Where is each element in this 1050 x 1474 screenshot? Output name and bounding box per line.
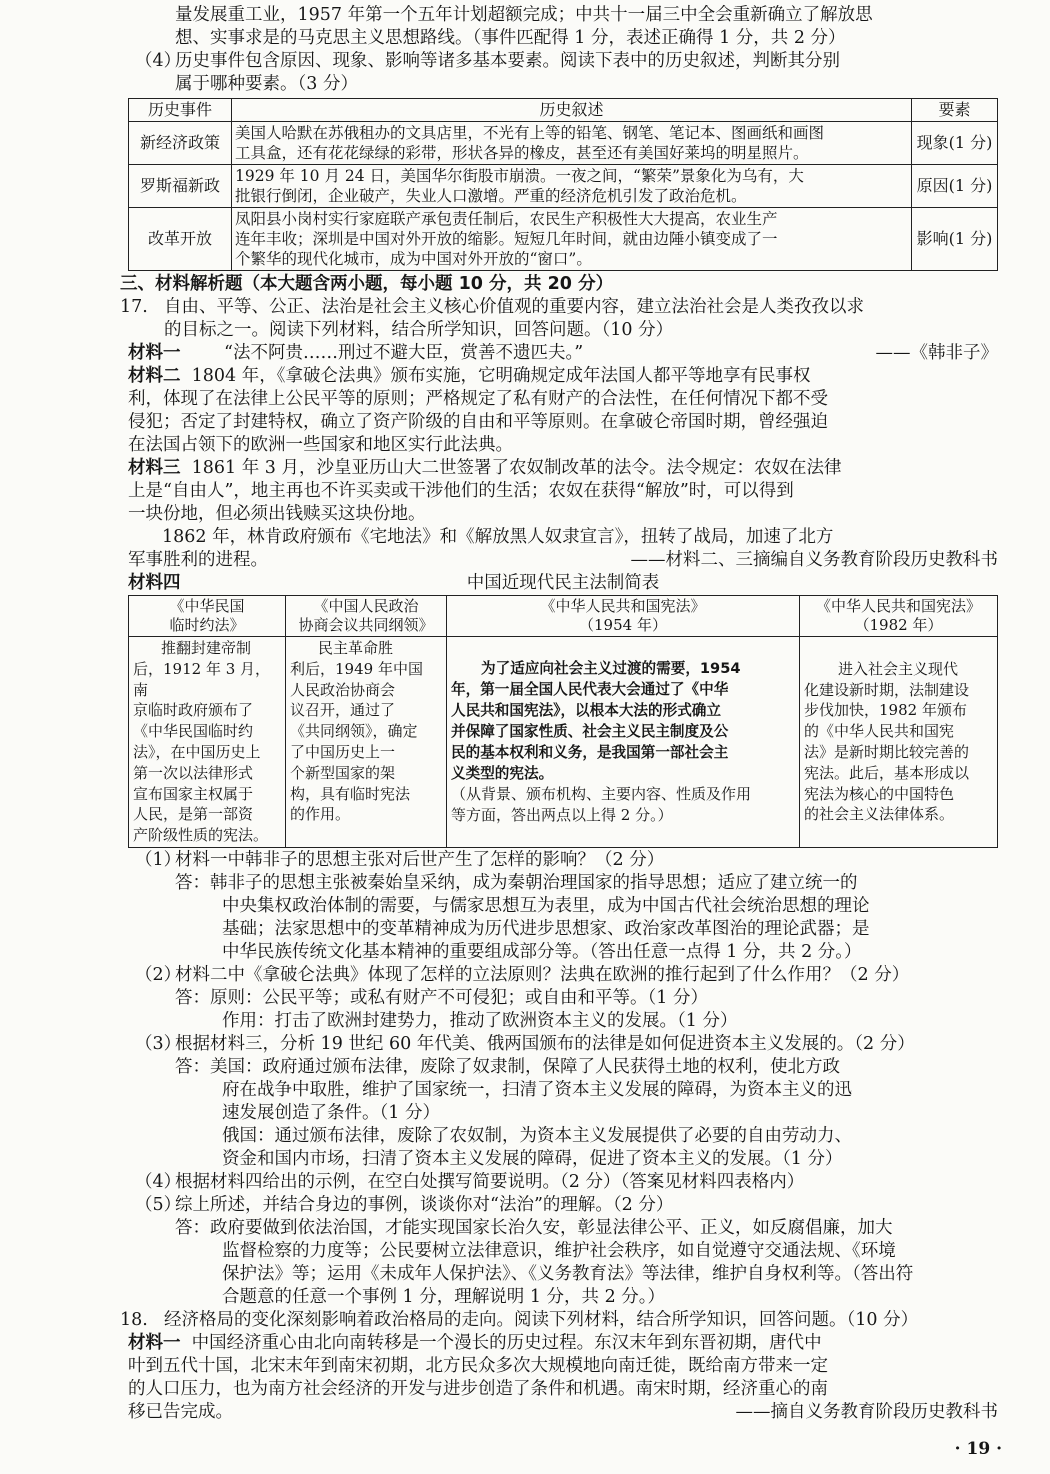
question-17 bbox=[120, 296, 998, 342]
question-number: （2） bbox=[135, 964, 182, 985]
header-line: （1982 年） bbox=[854, 616, 943, 634]
previous-answer bbox=[128, 4, 998, 50]
question-4 bbox=[128, 50, 998, 96]
table-header-row bbox=[129, 596, 998, 637]
sub-question-2 bbox=[128, 964, 998, 987]
question-number: （5） bbox=[135, 1194, 182, 1215]
answer-1 bbox=[128, 872, 998, 964]
text-line: 工具盒，还有花花绿绿的彩带，形状各异的橡皮，甚至还有美国好莱坞的明星照片。 bbox=[235, 144, 809, 162]
material-label: 材料二 bbox=[128, 366, 181, 386]
text-line: 叶到五代十国，北宋末年到南宋初期，北方民众多次大规模地向南迁徙，既给南方带来一定 bbox=[128, 1355, 828, 1376]
cell-line: 宪法为核心的中国特色 bbox=[804, 784, 955, 803]
cell-line: 人民政治协商会 bbox=[290, 680, 396, 699]
text-line: 俄国：通过颁布法律，废除了农奴制，为资本主义发展提供了必要的自由劳动力、 bbox=[222, 1125, 852, 1146]
text-line: 中央集权政治体制的需要，与儒家思想互为表里，成为中国古代社会统治思想的理论 bbox=[222, 895, 870, 916]
table-row bbox=[129, 637, 998, 848]
cell-line: 后，1912 年 3 月，南 bbox=[133, 659, 271, 699]
material-label: 材料四 bbox=[128, 573, 181, 593]
answer-2 bbox=[128, 987, 998, 1033]
cell-line: 步伐加快，1982 年颁布 bbox=[804, 701, 967, 720]
text-line: 答：政府要做到依法治国，才能实现国家长治久安，彰显法律公平、正义，如反腐倡廉，加大 bbox=[175, 1217, 893, 1238]
text-line: 侵犯；否定了封建特权，确立了资产阶级的自由和平等原则。在拿破仑帝国时期，曾经强迫 bbox=[128, 412, 828, 432]
question-number: （4） bbox=[135, 1171, 182, 1192]
answer-3 bbox=[128, 1056, 998, 1171]
question-text: 综上所述，并结合身边的事例，谈谈你对“法治”的理解。（2 分） bbox=[175, 1194, 674, 1215]
table-header bbox=[286, 596, 447, 637]
question-text: 根据材料四给出的示例，在空白处撰写简要说明。（2 分）（答案见材料四表格内） bbox=[175, 1171, 805, 1192]
question-number: （1） bbox=[135, 849, 182, 870]
cell-line: 年，第一届全国人民代表大会通过了《中华 bbox=[451, 681, 729, 699]
text-line: 1804 年，《拿破仑法典》颁布实施，它明确规定成年法国人都平等地享有民事权 bbox=[191, 366, 811, 386]
question-number: 18. bbox=[120, 1309, 148, 1330]
question-text: 根据材料三，分析 19 世纪 60 年代美、俄两国颁布的法律是如何促进资本主义发展的。（2 分） bbox=[175, 1033, 915, 1054]
sub-question-5 bbox=[128, 1194, 998, 1217]
text-line: 保护法》等；运用《未成年人保护法》、《义务教育法》等法律，维护自身权利等。（答出符 bbox=[222, 1263, 914, 1284]
text-line: 利，体现了在法律上公民平等的原则；严格规定了私有财产的合法性，在任何情况下都不受 bbox=[128, 389, 828, 409]
header-line: （1954 年） bbox=[579, 616, 667, 634]
sub-question-3 bbox=[128, 1033, 998, 1056]
question-number: （4） bbox=[135, 51, 182, 71]
material-3 bbox=[128, 457, 998, 572]
text-line: 属于哪种要素。（3 分） bbox=[175, 74, 358, 94]
narrative-cell bbox=[232, 122, 912, 165]
text-line: 一块份地，但必须出钱赎买这块份地。 bbox=[128, 504, 426, 524]
cell-line: 并保障了国家性质、社会主义民主制度及公 bbox=[451, 723, 729, 741]
text-line: 军事胜利的进程。 bbox=[128, 550, 268, 570]
narrative-cell bbox=[232, 165, 912, 208]
cell-line: 法》是新时期比较完善的 bbox=[804, 742, 970, 761]
provisional-constitution-cell bbox=[129, 637, 286, 848]
section-title: 三、材料解析题（本大题含两小题，每小题 10 分，共 20 分） bbox=[120, 274, 614, 294]
cell-line: 人民，是第一部资 bbox=[133, 805, 254, 824]
cell-line: 利后，1949 年中国 bbox=[290, 659, 423, 678]
cell-line: 义类型的宪法。 bbox=[451, 765, 554, 783]
table-header: 历史叙述 bbox=[232, 99, 912, 122]
cell-line: 民的基本权利和义务，是我国第一部社会主 bbox=[451, 744, 729, 762]
text-line: 1861 年 3 月，沙皇亚历山大二世签署了农奴制改革的法令。法令规定：农奴在法律 bbox=[191, 458, 842, 478]
question-number: （3） bbox=[135, 1033, 182, 1054]
constitution-1982-cell bbox=[800, 637, 998, 848]
cell-line: 了中国历史上一 bbox=[290, 742, 396, 761]
table-row bbox=[129, 208, 998, 271]
header-line: 《中国人民政治 bbox=[313, 597, 419, 615]
sub-question-4 bbox=[128, 1171, 998, 1194]
text-line: 速发展创造了条件。（1 分） bbox=[222, 1102, 440, 1123]
text-line: 监督检察的力度等；公民要树立法律意识，维护社会秩序，如自觉遵守交通法规、《环境 bbox=[222, 1240, 896, 1261]
text-line: 自由、平等、公正、法治是社会主义核心价值观的重要内容，建立法治社会是人类孜孜以求 bbox=[164, 297, 864, 317]
material-4-header bbox=[128, 572, 998, 595]
narrative-cell bbox=[232, 208, 912, 271]
text-line: 凤阳县小岗村实行家庭联产承包责任制后，农民生产积极性大大提高，农业生产 bbox=[235, 210, 778, 228]
text-line: 上是“自由人”，地主再也不许买卖或干涉他们的生活；农奴在获得“解放”时，可以得到 bbox=[128, 481, 794, 501]
text-line: 合题意的任意一个事例 1 分，理解说明 1 分，共 2 分。） bbox=[222, 1286, 666, 1307]
constitution-1954-cell bbox=[447, 637, 800, 848]
material-label: 材料三 bbox=[128, 458, 181, 478]
text-line: 在法国占领下的欧洲一些国家和地区实行此法典。 bbox=[128, 435, 513, 455]
cell-line: 人民共和国宪法》，以根本大法的形式确立 bbox=[451, 702, 721, 720]
text-line: 的人口压力，也为南方社会经济的开发与进步创造了条件和机遇。南宋时期，经济重心的南 bbox=[128, 1378, 828, 1399]
text-line: 个繁华的现代化城市，成为中国对外开放的“窗口”。 bbox=[235, 250, 592, 268]
text-line: 的目标之一。阅读下列材料，结合所学知识，回答问题。（10 分） bbox=[164, 320, 674, 340]
cell-line: 《中华民国临时约 bbox=[133, 722, 254, 741]
cell-line: 民主革命胜 bbox=[318, 639, 394, 657]
text-line: 中华民族传统文化基本精神的重要组成部分等。（答出任意一点得 1 分，共 2 分。） bbox=[222, 941, 862, 962]
material-source: ——材料二、三摘编自义务教育阶段历史教科书 bbox=[630, 550, 998, 570]
cell-line: 个新型国家的架 bbox=[290, 763, 396, 782]
cell-line: 《共同纲领》，确定 bbox=[290, 722, 418, 741]
text-line: 中国经济重心由北向南转移是一个漫长的历史过程。东汉末年到东晋初期，唐代中 bbox=[191, 1332, 822, 1353]
cell-line: 的《中华人民共和国宪 bbox=[804, 722, 955, 741]
text-line: 美国人哈默在苏俄租办的文具店里，不光有上等的铅笔、钢笔、笔记本、图画纸和画图 bbox=[235, 124, 825, 142]
answer-text bbox=[451, 658, 795, 784]
header-line: 《中华民国 bbox=[169, 597, 245, 615]
event-cell: 改革开放 bbox=[129, 208, 232, 271]
table-header bbox=[447, 596, 800, 637]
cell-line: 产阶级性质的宪法。 bbox=[133, 826, 269, 845]
table-header-row bbox=[129, 99, 998, 122]
question-18 bbox=[120, 1309, 998, 1332]
material-source: ——《韩非子》 bbox=[875, 343, 998, 363]
table-row bbox=[129, 165, 998, 208]
table-row bbox=[129, 122, 998, 165]
question-text: 材料二中《拿破仑法典》体现了怎样的立法原则？法典在欧洲的推行起到了什么作用？（2 分） bbox=[175, 964, 910, 985]
sub-question-1 bbox=[128, 849, 998, 872]
text-line: 量发展重工业，1957 年第一个五年计划超额完成；中共十一届三中全会重新确立了解放思 bbox=[175, 5, 873, 25]
scoring-hint: 等方面，答出两点以上得 2 分。） bbox=[451, 805, 673, 824]
element-cell: 现象(1 分) bbox=[912, 122, 998, 165]
material-2 bbox=[128, 365, 998, 457]
question-number: 17. bbox=[120, 297, 148, 317]
material-text: “法不阿贵……刑过不避大臣，赏善不遗匹夫。” bbox=[224, 343, 584, 363]
material-source: ——摘自义务教育阶段历史教科书 bbox=[735, 1401, 998, 1422]
header-line: 《中华人民共和国宪法》 bbox=[815, 597, 981, 615]
scoring-hint: （从背景、颁布机构、主要内容、性质及作用 bbox=[451, 785, 752, 804]
cell-line: 构，具有临时宪法 bbox=[290, 784, 411, 803]
cell-line: 宪法。此后，基本形成以 bbox=[804, 763, 970, 782]
table-title: 中国近现代民主法制简表 bbox=[466, 573, 660, 593]
text-line: 答：韩非子的思想主张被秦始皇采纳，成为秦朝治理国家的指导思想；适应了建立统一的 bbox=[175, 872, 858, 893]
text-line: 移已告完成。 bbox=[128, 1401, 233, 1422]
text-line: 答：原则：公民平等；或私有财产不可侵犯；或自由和平等。（1 分） bbox=[175, 987, 708, 1008]
text-line: 1862 年，林肯政府颁布《宅地法》和《解放黑人奴隶宣言》，扭转了战局，加速了北方 bbox=[162, 527, 834, 547]
text-line: 基础；法家思想中的变革精神成为历代进步思想家、政治家改革图治的理论武器；是 bbox=[222, 918, 870, 939]
text-line: 资金和国内市场，扫清了资本主义发展的障碍，促进了资本主义的发展。（1 分） bbox=[222, 1148, 843, 1169]
text-line: 1929 年 10 月 24 日，美国华尔街股市崩溃。一夜之间，“繁荣”景象化为乌有，大 bbox=[235, 167, 804, 185]
text-line: 连年丰收；深圳是中国对外开放的缩影。短短几年时间，就由边陲小镇变成了一 bbox=[235, 230, 778, 248]
header-line: 协商会议共同纲领》 bbox=[298, 616, 434, 634]
text-line: 批银行倒闭，企业破产，失业人口激增。严重的经济危机引发了政治危机。 bbox=[235, 187, 747, 205]
cell-line: 的作用。 bbox=[290, 805, 351, 824]
cell-line: 第一次以法律形式 bbox=[133, 763, 254, 782]
cell-line: 进入社会主义现代 bbox=[838, 659, 959, 678]
cell-line: 宣布国家主权属于 bbox=[133, 784, 254, 803]
table-header bbox=[129, 596, 286, 637]
material-1 bbox=[128, 342, 998, 365]
common-program-cell bbox=[286, 637, 447, 848]
history-elements-table bbox=[128, 98, 998, 271]
header-line: 临时约法》 bbox=[169, 616, 245, 634]
cell-line: 的社会主义法律体系。 bbox=[804, 805, 955, 824]
header-line: 《中华人民共和国宪法》 bbox=[540, 597, 706, 615]
material-label: 材料一 bbox=[128, 343, 181, 363]
question-text: 材料一中韩非子的思想主张对后世产生了怎样的影响？（2 分） bbox=[175, 849, 665, 870]
text-line: 府在战争中取胜，维护了国家统一，扫清了资本主义发展的障碍，为资本主义的迅 bbox=[222, 1079, 852, 1100]
cell-line: 为了适应向社会主义过渡的需要，1954 bbox=[481, 660, 741, 678]
cell-line: 法》，在中国历史上 bbox=[133, 742, 261, 761]
event-cell: 新经济政策 bbox=[129, 122, 232, 165]
cell-line: 京临时政府颁布了 bbox=[133, 701, 254, 720]
event-cell: 罗斯福新政 bbox=[129, 165, 232, 208]
table-header bbox=[800, 596, 998, 637]
democracy-law-table bbox=[128, 595, 998, 848]
cell-line: 化建设新时期，法制建设 bbox=[804, 680, 970, 699]
q18-material-1 bbox=[128, 1332, 998, 1424]
text-line: 答：美国：政府通过颁布法律，废除了奴隶制，保障了人民获得土地的权利，使北方政 bbox=[175, 1056, 840, 1077]
text-line: 作用：打击了欧洲封建势力，推动了欧洲资本主义的发展。（1 分） bbox=[222, 1010, 738, 1031]
cell-line: 推翻封建帝制 bbox=[161, 639, 252, 657]
table-header: 历史事件 bbox=[129, 99, 232, 122]
material-label: 材料一 bbox=[128, 1332, 181, 1353]
answer-5 bbox=[128, 1217, 998, 1309]
text-line: 想、实事求是的马克思主义思想路线。（事件匹配得 1 分，表述正确得 1 分，共 2 分） bbox=[175, 28, 846, 48]
cell-line: 议召开，通过了 bbox=[290, 701, 396, 720]
element-cell: 影响(1 分) bbox=[912, 208, 998, 271]
table-header: 要素 bbox=[912, 99, 998, 122]
page-number: · 19 · bbox=[954, 1439, 1002, 1459]
element-cell: 原因(1 分) bbox=[912, 165, 998, 208]
question-text: 经济格局的变化深刻影响着政治格局的走向。阅读下列材料，结合所学知识，回答问题。（10 分） bbox=[164, 1309, 919, 1330]
text-line: 历史事件包含原因、现象、影响等诸多基本要素。阅读下表中的历史叙述，判断其分别 bbox=[175, 51, 840, 71]
